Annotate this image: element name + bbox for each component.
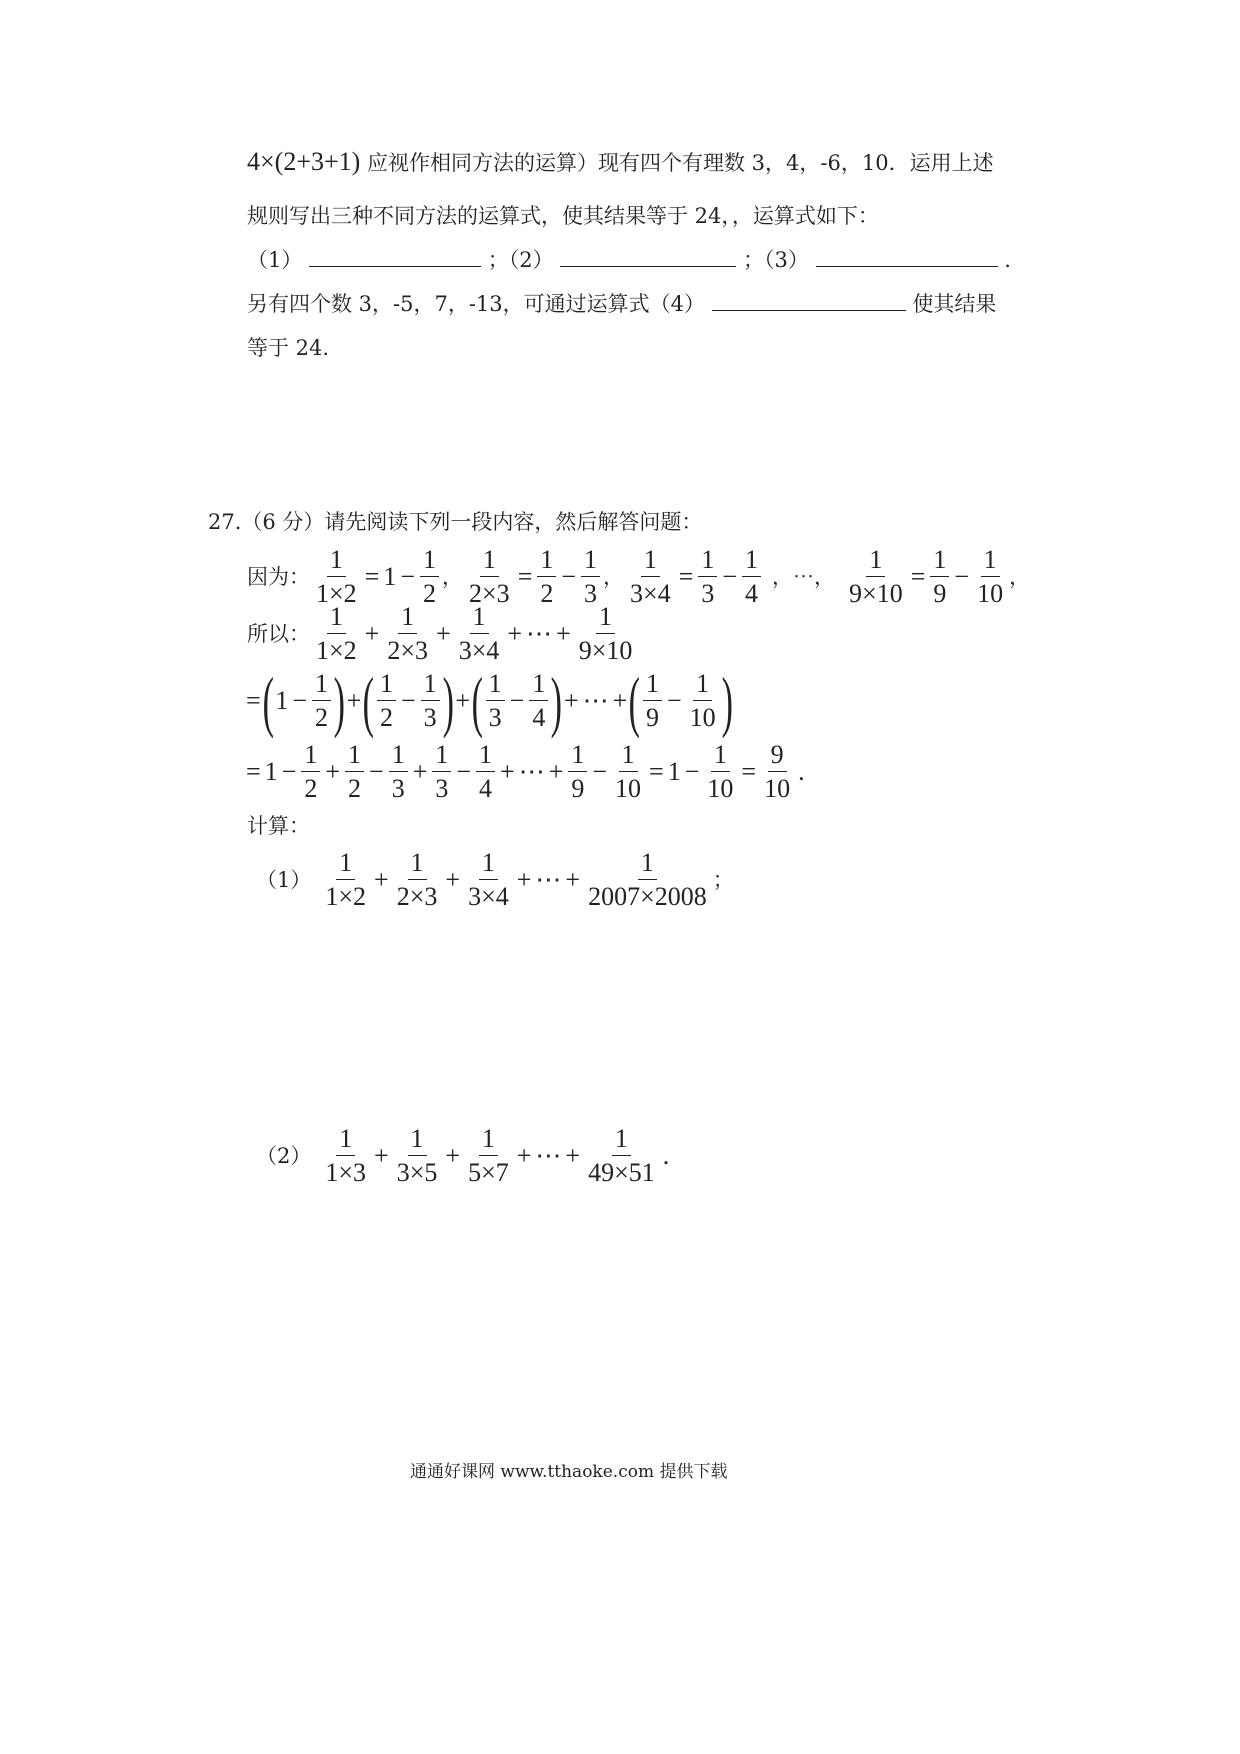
fraction: $\frac{1}{3\times 4}$ <box>630 545 671 608</box>
fraction: $\frac{1}{9\times 10}$ <box>578 602 633 665</box>
fraction: $\frac{1}{3}$ <box>421 669 440 733</box>
fraction: $\frac{1}{2}$ <box>312 669 331 733</box>
fraction: $\frac{1}{9\times 10}$ <box>849 545 903 608</box>
q26-blanks-line <box>247 246 1011 274</box>
q26-line4-text: 另有四个数 3，-5，7，-13，可通过运算式（4） <box>247 292 706 316</box>
q26-line4 <box>247 290 996 318</box>
because-label: 因为： <box>247 565 310 589</box>
answer-blank-4[interactable] <box>712 290 906 311</box>
fraction: $\frac{1}{2}$ <box>345 740 364 804</box>
fraction: $\frac{1}{2\times 3}$ <box>469 545 510 608</box>
paren-line: = ( 1 − $\frac{1}{2}$ ) + ( $\frac{1}{2}$ − $\frac{1}{3}$ ) + ( $\frac{1}{3}$ − $\frac{1}{4}$ ) + ⋯ + ( $\frac{1}{9}$ − $\frac{1}{10}$ ) <box>246 663 733 739</box>
page-footer: 通通好课网 www.tthaoke.com 提供下载 <box>410 1462 728 1482</box>
fraction: $\frac{1}{2\times 3}$ <box>387 602 429 665</box>
part-1-label: （1） <box>256 868 312 892</box>
calc-label: 计算： <box>247 814 310 838</box>
fraction: $\frac{1}{9}$ <box>643 669 662 733</box>
fraction: $\frac{1}{2\times 3}$ <box>396 848 438 911</box>
fraction: $\frac{1}{1\times 3}$ <box>325 1124 367 1187</box>
q26-line1 <box>247 148 994 177</box>
part-2-label: （2） <box>256 1144 312 1168</box>
expanded-line: = 1 − $\frac{1}{2}$ + $\frac{1}{2}$ − $\frac{1}{3}$ + $\frac{1}{3}$ − $\frac{1}{4}$ + ⋯ + $\frac{1}{9}$ − $\frac{1}{10}$ = 1 − $\frac{1}{10}$ = $\frac{9}{10}$ . <box>246 740 805 803</box>
fraction: $\frac{1}{4}$ <box>476 740 495 804</box>
fraction: $\frac{1}{3}$ <box>486 669 505 733</box>
fraction: $\frac{1}{5\times 7}$ <box>468 1124 509 1187</box>
fraction: $\frac{1}{9}$ <box>930 545 949 609</box>
blank-2-label: ；（2） <box>487 248 554 272</box>
fraction: $\frac{1}{1\times 2}$ <box>325 848 367 911</box>
fraction: $\frac{1}{2}$ <box>420 545 439 609</box>
fraction: $\frac{1}{1\times 2}$ <box>316 545 357 608</box>
blank-1-label: （1） <box>247 248 303 272</box>
so-line: 所以： $\frac{1}{1\times 2}$ + $\frac{1}{2\times 3}$ + $\frac{1}{3\times 4}$ + ⋯ + $\frac{1}{9\times 10}$ <box>247 602 638 666</box>
blank-3-label: ；（3） <box>743 248 809 272</box>
fraction: $\frac{1}{10}$ <box>689 669 716 732</box>
q26-line5: 等于 24. <box>247 336 330 360</box>
q26-expression: 4×(2+3+1) <box>247 147 361 176</box>
fraction: $\frac{1}{9}$ <box>568 740 587 804</box>
q26-line4-end: 使其结果 <box>912 292 997 316</box>
fraction: $\frac{1}{3\times 4}$ <box>458 602 500 665</box>
q26-line2: 规则写出三种不同方法的运算式，使其结果等于 24，，运算式如下： <box>247 204 879 228</box>
fraction: $\frac{1}{10}$ <box>615 740 642 803</box>
fraction: $\frac{1}{10}$ <box>707 740 734 803</box>
blank-end-period: . <box>1004 248 1011 272</box>
q26-line1-text: 应视作相同方法的运算）现有四个有理数 3，4，-6，10．运用上述 <box>367 151 994 175</box>
answer-blank-1[interactable] <box>309 246 481 267</box>
part-2: （2） $\frac{1}{1\times 3}$ + $\frac{1}{3\times 5}$ + $\frac{1}{5\times 7}$ + ⋯ + $\frac{1}{49\times 51}$ . <box>256 1124 670 1187</box>
fraction: $\frac{1}{1\times 2}$ <box>316 602 357 665</box>
so-label: 所以： <box>247 622 310 646</box>
because-line: 因为： $\frac{1}{1\times 2}$ = 1 − $\frac{1}{2}$ ， $\frac{1}{2\times 3}$ = $\frac{1}{2}$ − $\frac{1}{3}$ ， $\frac{1}{3\times 4}$ = $\frac{1}{3}$ − $\frac{1}{4}$ ，⋯， $\frac{1}{9\times 10}$ = $\frac{1}{9}$ − $\frac{1}{10}$ ， <box>247 545 1031 608</box>
part-1: （1） $\frac{1}{1\times 2}$ + $\frac{1}{2\times 3}$ + $\frac{1}{3\times 4}$ + ⋯ + $\frac{1}{2007\times 2008}$ ； <box>256 848 734 911</box>
fraction: $\frac{1}{10}$ <box>977 545 1004 608</box>
fraction: $\frac{1}{4}$ <box>529 669 548 733</box>
fraction: $\frac{1}{2}$ <box>301 740 320 804</box>
fraction: $\frac{1}{3\times 4}$ <box>468 848 509 911</box>
fraction: $\frac{1}{3}$ <box>698 545 717 609</box>
fraction: $\frac{1}{2007\times 2008}$ <box>588 848 707 911</box>
fraction: $\frac{1}{2}$ <box>377 669 396 733</box>
fraction: $\frac{1}{3\times 5}$ <box>396 1124 438 1187</box>
fraction: $\frac{1}{2}$ <box>537 545 556 609</box>
answer-blank-2[interactable] <box>560 246 736 267</box>
fraction: $\frac{1}{3}$ <box>432 740 451 804</box>
fraction: $\frac{1}{3}$ <box>581 545 600 609</box>
q27-title: 27.（6 分）请先阅读下列一段内容，然后解答问题： <box>208 510 703 534</box>
answer-blank-3[interactable] <box>816 246 998 267</box>
fraction: $\frac{1}{4}$ <box>742 545 761 609</box>
fraction: $\frac{1}{3}$ <box>389 740 408 804</box>
fraction: $\frac{9}{10}$ <box>764 740 791 803</box>
fraction: $\frac{1}{49\times 51}$ <box>588 1124 655 1187</box>
